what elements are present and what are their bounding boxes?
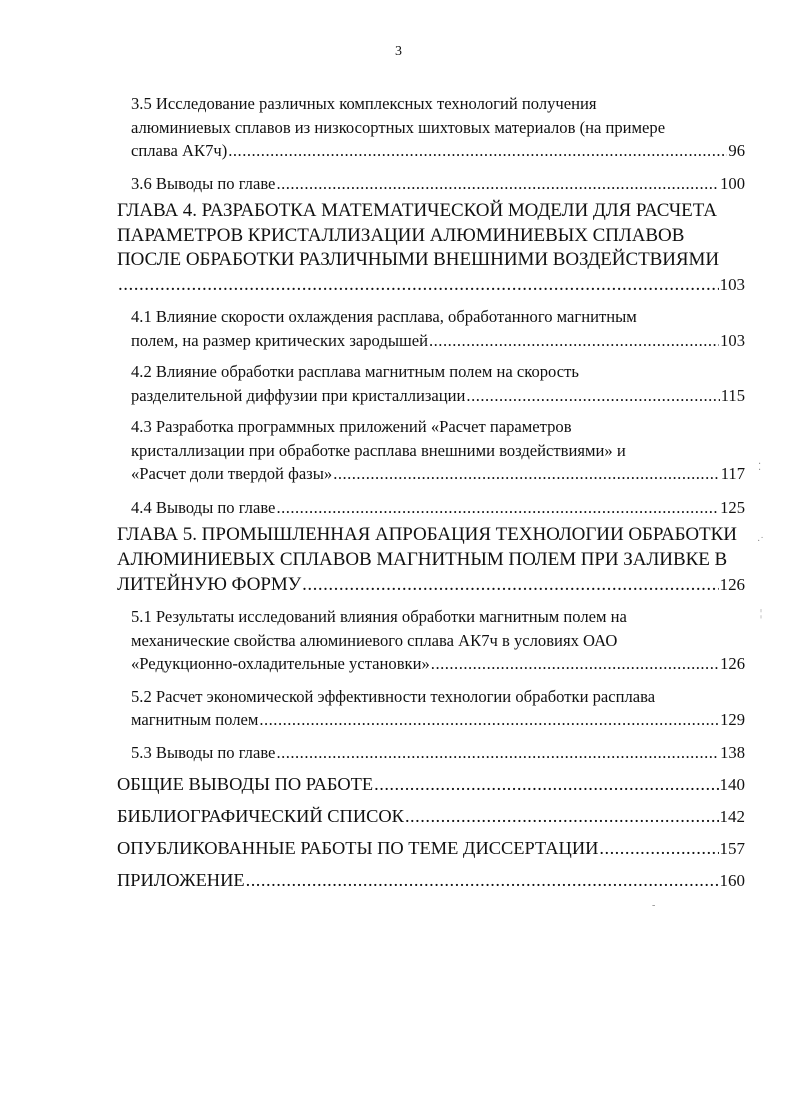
toc-entry-line: 4.2 Влияние обработки расплава магнитным полем на скорость [131,362,579,382]
toc-page-number: 96 [728,141,745,160]
toc-entry-line: 4.1 Влияние скорости охлаждения расплава, обработанного магнитным [131,307,637,327]
toc-page-number: 125 [720,497,745,517]
toc-entry-4-2[interactable] [131,360,745,407]
toc-entry-5-2[interactable] [131,685,745,732]
toc-page-number: 117 [720,464,745,484]
toc-entry-4-1[interactable] [131,305,745,352]
toc-page-number: 103 [720,330,745,350]
dot-leader [599,836,718,860]
dot-leader [276,496,719,520]
toc-entry-title: магнитным полем [131,710,259,730]
dot-leader [429,329,719,353]
toc-entry-line: 5.1 Результаты исследований влияния обработки магнитным полем на [131,607,627,627]
toc-entry-line: 5.2 Расчет экономической эффективности технологии обработки расплава [131,686,656,706]
toc-entry-title: ОБЩИЕ ВЫВОДЫ ПО РАБОТЕ [117,774,374,795]
table-of-contents [0,92,797,893]
scan-speck: ⁚ [758,462,762,473]
toc-page-number: 140 [719,775,745,795]
toc-entry-3-5[interactable] [131,92,745,163]
toc-entry-line: ГЛАВА 5. ПРОМЫШЛЕННАЯ АПРОБАЦИЯ ТЕХНОЛОГИИ ОБРАБОТКИ [117,524,737,546]
toc-entry-line: ПАРАМЕТРОВ КРИСТАЛЛИЗАЦИИ АЛЮМИНИЕВЫХ СПЛАВОВ [117,224,685,246]
toc-entry-title: 5.3 Выводы по главе [131,742,276,762]
toc-page-number: 129 [720,710,745,730]
toc-entry-line: АЛЮМИНИЕВЫХ СПЛАВОВ МАГНИТНЫМ ПОЛЕМ ПРИ ЗАЛИВКЕ В [117,548,728,570]
toc-entry-title: сплава АК7ч) [131,141,228,160]
toc-entry-line: кристаллизации при обработке расплава внешними воздействиями» и [131,440,626,460]
toc-entry-general-conclusions[interactable] [117,772,745,797]
dot-leader [302,573,718,598]
page-number: 3 [395,44,402,59]
toc-page-number: 160 [719,871,745,891]
toc-entry-line: 4.3 Разработка программных приложений «Расчет параметров [131,417,572,437]
dot-leader [276,172,719,196]
toc-entry-title: ПРИЛОЖЕНИЕ [117,870,245,891]
toc-entry-chapter-5[interactable] [117,523,745,597]
toc-page-number: 126 [720,654,745,674]
toc-page-number: 142 [719,807,745,827]
toc-entry-title: «Расчет доли твердой фазы» [131,464,333,484]
dot-leader [466,384,719,408]
toc-page-number: 103 [719,274,745,294]
dot-leader [333,462,720,486]
toc-page-number: 138 [720,742,745,762]
toc-entry-3-6[interactable] [131,172,745,196]
dot-leader [259,708,719,732]
toc-entry-line: алюминиевых сплавов из низкосортных шихтовых материалов (на примере [131,117,666,137]
dot-leader [374,772,718,796]
toc-entry-line: ПОСЛЕ ОБРАБОТКИ РАЗЛИЧНЫМИ ВНЕШНИМИ ВОЗДЕЙСТВИЯМИ [117,249,720,271]
toc-page-number: 115 [720,385,745,405]
toc-entry-title: ОПУБЛИКОВАННЫЕ РАБОТЫ ПО ТЕМЕ ДИССЕРТАЦИИ [117,838,599,859]
toc-entry-appendix[interactable] [117,868,745,893]
toc-entry-5-1[interactable] [131,605,745,676]
dot-leader [118,273,719,298]
toc-entry-title: «Редукционно-охладительные установки» [131,654,430,674]
toc-entry-title: разделительной диффузии при кристаллизации [131,385,466,405]
scan-speck: ¦ [760,608,763,619]
toc-entry-title: полем, на размер критических зародышей [131,330,428,350]
toc-entry-title: 3.6 Выводы по главе [131,173,276,193]
toc-entry-line: 3.5 Исследование различных комплексных технологий получения [131,94,597,113]
dot-leader [405,804,719,828]
toc-page-number: 157 [719,839,745,859]
toc-entry-line: ГЛАВА 4. РАЗРАБОТКА МАТЕМАТИЧЕСКОЙ МОДЕЛИ ДЛЯ РАСЧЕТА [117,200,717,221]
toc-entry-bibliography[interactable] [117,804,745,829]
toc-entry-title: ЛИТЕЙНУЮ ФОРМУ [117,573,302,595]
toc-entry-4-4[interactable] [131,496,745,520]
dot-leader [246,868,719,892]
scan-speck: ‐ [652,900,656,911]
dot-leader [228,139,727,163]
toc-page-number: 126 [719,574,745,594]
toc-entry-line: механические свойства алюминиевого сплава АК7ч в условиях ОАО [131,630,618,650]
toc-entry-title: 4.4 Выводы по главе [131,497,276,517]
scan-speck: ·˙ [757,536,764,547]
toc-entry-chapter-4[interactable] [117,199,745,297]
toc-entry-5-3[interactable] [131,741,745,765]
toc-entry-4-3[interactable] [131,415,745,486]
toc-entry-publications[interactable] [117,836,745,861]
toc-page-number: 100 [720,173,745,193]
dot-leader [431,652,719,676]
dot-leader [276,741,719,765]
toc-entry-title: БИБЛИОГРАФИЧЕСКИЙ СПИСОК [117,806,404,827]
